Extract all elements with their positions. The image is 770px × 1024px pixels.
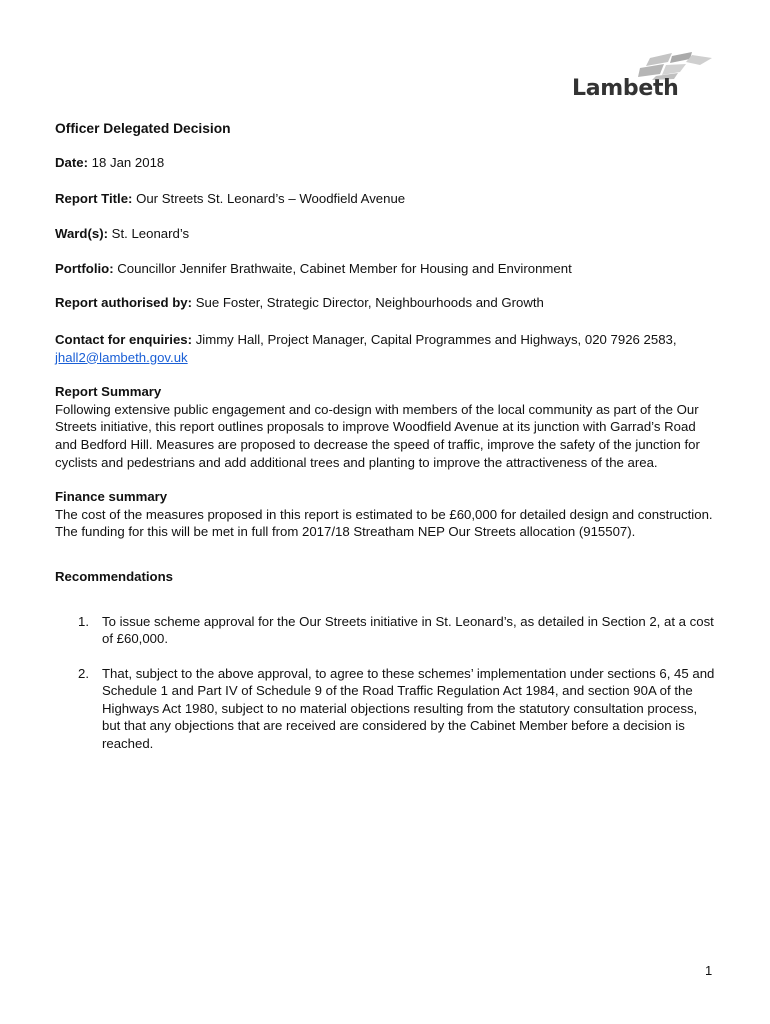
list-item-number: 2.: [78, 665, 89, 681]
list-item-text: That, subject to the above approval, to agree to these schemes’ implementation under sections 6, 45 and Schedule 1 and Part IV of Schedule 9 of the Road Traffic Regulation Act 1984, and section 90A of the Highways Act 1980, subject to no material objections resulting from the statutory consultation process, but that any objections that are received are considered by the Cabinet Member before a decision is reached.: [102, 665, 715, 752]
date-value: 18 Jan 2018: [91, 155, 165, 170]
document-body: [55, 120, 715, 753]
report-title-value: Our Streets St. Leonard’s – Woodfield Avenue: [136, 190, 406, 206]
portfolio-label: Portfolio:: [55, 260, 114, 276]
portfolio-value: Councillor Jennifer Brathwaite, Cabinet Member for Housing and Environment: [117, 260, 572, 276]
date-field: [55, 154, 715, 172]
recommendations-list: [55, 613, 715, 753]
report-summary-heading: Report Summary: [55, 384, 162, 400]
report-summary-text: Following extensive public engagement and co-design with members of the local community as part of the Our Streets initiative, this report outlines proposals to improve Woodfield Avenue at its junction with Garrad’s Road and Bedford Hill. Measures are proposed to decrease the speed of traffic, improve the safety of the junction for cyclists and pedestrians and add additional trees and planting to improve the attractiveness of the area.: [55, 401, 700, 470]
page-number: 1: [705, 963, 713, 978]
date-label: Date:: [55, 155, 88, 170]
contact-email-link[interactable]: jhall2@lambeth.gov.uk: [55, 349, 188, 365]
authorised-field: [55, 294, 715, 312]
portfolio-field: [55, 260, 715, 278]
contact-field: [55, 331, 715, 366]
finance-summary-text: The cost of the measures proposed in this report is estimated to be £60,000 for detailed design and construction. The funding for this will be met in full from 2017/18 Streatham NEP Our Streets allocation (915507).: [55, 506, 713, 540]
authorised-value: Sue Foster, Strategic Director, Neighbourhoods and Growth: [195, 295, 544, 311]
finance-summary-heading: Finance summary: [55, 489, 168, 505]
contact-value: Jimmy Hall, Project Manager, Capital Programmes and Highways, 020 7926 2583,: [195, 331, 677, 347]
report-title-field: [55, 190, 715, 208]
list-item: [55, 613, 715, 648]
wards-field: [55, 225, 715, 243]
lambeth-logo-text: Lambeth: [572, 76, 679, 101]
wards-label: Ward(s):: [55, 226, 108, 242]
recommendations-heading: Recommendations: [55, 568, 173, 584]
list-item-text: To issue scheme approval for the Our Streets initiative in St. Leonard’s, as detailed in Section 2, at a cost of £60,000.: [102, 613, 714, 647]
list-item-number: 1.: [78, 613, 89, 629]
document-title: Officer Delegated Decision: [55, 121, 231, 136]
contact-label: Contact for enquiries:: [55, 331, 193, 347]
wards-value: St. Leonard’s: [111, 226, 190, 242]
report-title-label: Report Title:: [55, 190, 133, 206]
lambeth-logo: [572, 52, 714, 102]
authorised-label: Report authorised by:: [55, 295, 193, 311]
list-item: [55, 665, 715, 753]
